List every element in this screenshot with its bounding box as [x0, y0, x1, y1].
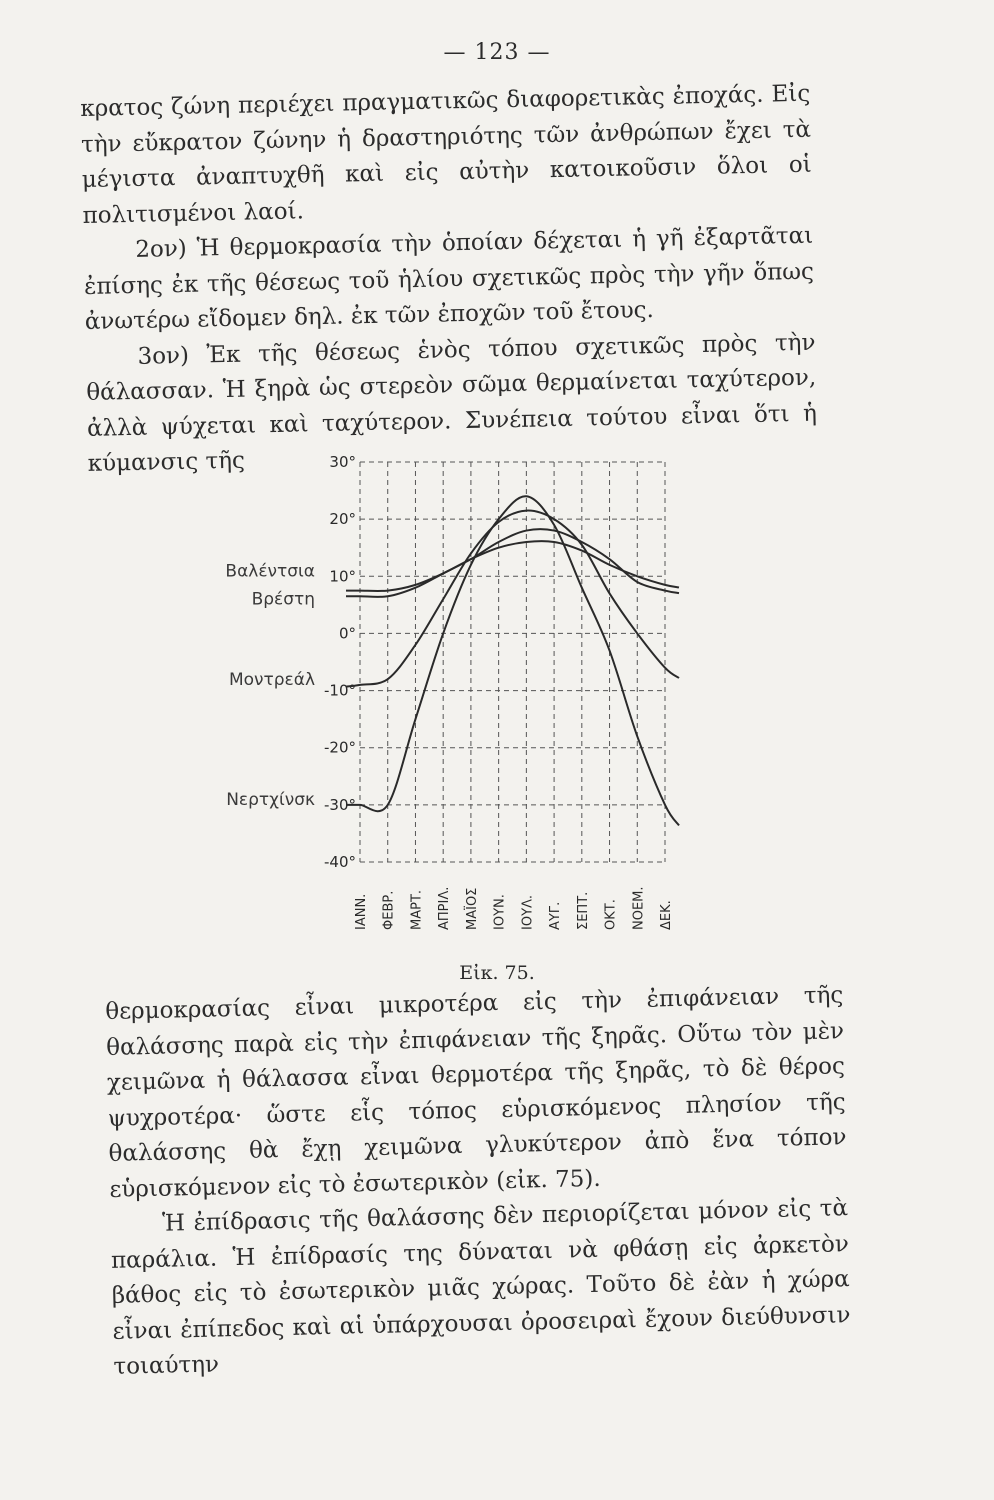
x-tick-label: ΑΠΡΙΛ.	[437, 886, 453, 930]
y-tick-label: -20°	[324, 738, 356, 757]
series-label: Βαλέντσια	[225, 561, 315, 582]
y-tick-label: -30°	[324, 795, 356, 814]
x-tick-label: ΟΚΤ.	[603, 899, 619, 930]
series-label: Μοντρεάλ	[228, 669, 315, 690]
x-tick-label: ΑΥΓ.	[548, 901, 564, 930]
x-tick-label: ΝΟΕΜ.	[631, 886, 647, 930]
figure-caption: Εἰκ. 75.	[459, 962, 535, 984]
page-number: — 123 —	[443, 40, 551, 65]
series-line	[346, 511, 679, 687]
series-line	[346, 496, 679, 825]
x-tick-label: ΦΕΒΡ.	[381, 890, 397, 930]
x-tick-label: ΣΕΠΤ.	[575, 891, 591, 930]
x-tick-label: ΜΑΪΟΣ	[464, 887, 480, 930]
y-tick-label: 10°	[329, 567, 356, 586]
series-label: Βρέστη	[251, 589, 315, 610]
bottom-paragraph-1: θερμοκρασίας εἶναι μικροτέρα εἰς τὴν ἐπιφάνειαν τῆς θαλάσσης παρὰ εἰς τὴν ἐπιφάνειαν τῆς ξηρᾶς. Οὕτω τὸν μὲν χειμῶνα ἡ θάλασσα εἶναι θερμοτέρα τῆς ξηρᾶς, τὸ δὲ θέρος ψυχροτέρα· ὥστε εἷς τόπος εὑρισκόμενος πλησίον τῆς θαλάσσης θὰ ἔχῃ χειμῶνα γλυκύτερον ἀπὸ ἕνα τόπον εὑρισκόμενον εἰς τὸ ἐσωτερικὸν (εἰκ. 75).	[105, 982, 847, 1203]
x-tick-label: ΔΕΚ.	[659, 900, 674, 930]
y-tick-label: 20°	[329, 510, 356, 529]
temperature-chart	[200, 450, 680, 950]
y-tick-label: 0°	[338, 624, 356, 643]
x-tick-label: ΙΟΥΝ.	[492, 894, 508, 930]
series-line	[346, 529, 679, 597]
y-tick-label: 30°	[329, 453, 356, 471]
bottom-text	[105, 978, 852, 1385]
top-paragraph-2: 2ον) Ἡ θερμοκρασία τὴν ὁποίαν δέχεται ἡ γῆ ἐξαρτᾶται ἐπίσης ἐκ τῆς θέσεως τοῦ ἡλίου σχετικῶς πρὸς τὴν γῆν ὅπως ἀνωτέρω εἴδομεν δηλ. ἐκ τῶν ἐποχῶν τοῦ ἔτους.	[83, 222, 815, 335]
top-paragraph-3: 3ον) Ἐκ τῆς θέσεως ἑνὸς τόπου σχετικῶς πρὸς τὴν θάλασσαν. Ἡ ξηρὰ ὡς στερεὸν σῶμα θερμαίνεται ταχύτερον, ἀλλὰ ψύχεται καὶ ταχύτερον. Συνέπεια τούτου εἶναι ὅτι ἡ κύμανσις τῆς	[86, 329, 818, 477]
x-tick-label: ΙΑΝΝ.	[354, 893, 369, 930]
y-tick-label: -10°	[324, 681, 356, 700]
x-tick-label: ΙΟΥΛ.	[520, 894, 536, 930]
y-tick-label: -40°	[324, 853, 356, 871]
x-tick-label: ΜΑΡΤ.	[409, 889, 425, 930]
top-paragraph-1: κρατος ζώνη περιέχει πραγματικῶς διαφορετικὰς ἐποχάς. Εἰς τὴν εὔκρατον ζώνην ἡ δραστηριότης τῶν ἀνθρώπων ἔχει τὰ μέγιστα ἀναπτυχθῆ καὶ εἰς αὐτὴν κατοικοῦσιν ὅλοι οἱ πολιτισμένοι λαοί.	[80, 80, 812, 229]
series-label: Νερτχίνσκ	[226, 789, 315, 810]
top-text	[80, 77, 818, 483]
bottom-paragraph-2: Ἡ ἐπίδρασις τῆς θαλάσσης δὲν περιορίζεται μόνον εἰς τὰ παράλια. Ἡ ἐπίδρασίς της δύναται νὰ φθάσῃ εἰς ἀρκετὸν βάθος εἰς τὸ ἐσωτερικὸν μιᾶς χώρας. Τοῦτο δὲ ἐὰν ἡ χώρα εἶναι ἐπίπεδος καὶ αἱ ὑπάρχουσαι ὀροσειραὶ ἔχουν διεύθυνσιν τοιαύτην	[110, 1195, 851, 1380]
series-line	[346, 541, 679, 591]
